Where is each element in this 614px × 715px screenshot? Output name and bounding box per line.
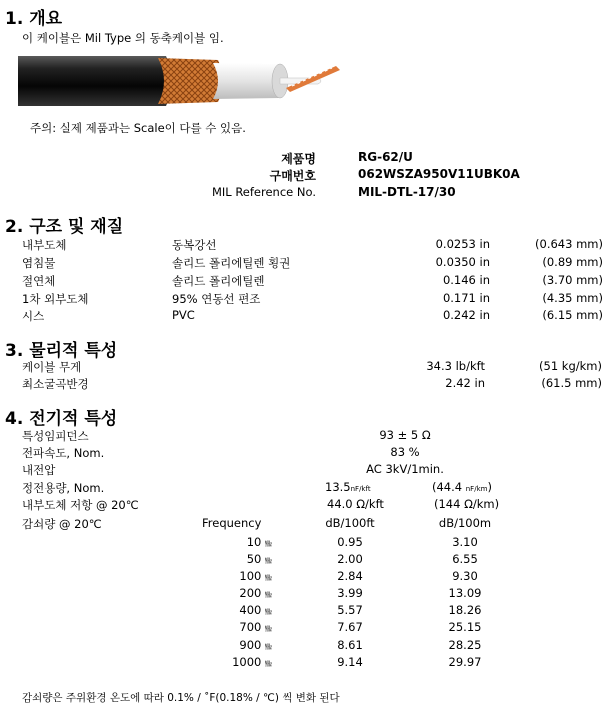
structure-name: 1차 외부도체 xyxy=(22,292,89,306)
section-3-title: 3. 물리적 특성 xyxy=(5,341,118,361)
attenuation-m: 25.15 xyxy=(448,620,482,634)
capacitance-imperial: 13.5nF/kft xyxy=(325,480,371,494)
section-1-title: 1. 개요 xyxy=(5,9,63,29)
structure-material: 솔리드 폴리에틸렌 횡권 xyxy=(172,256,291,270)
resistance-label: 내부도체 저항 @ 20℃ xyxy=(22,498,139,512)
structure-name: 시스 xyxy=(22,309,45,323)
physical-value-metric: (61.5 mm) xyxy=(541,376,602,390)
attenuation-m: 28.25 xyxy=(448,638,482,652)
velocity-value: 83 % xyxy=(390,445,420,459)
structure-inch: 0.0253 in xyxy=(435,237,490,251)
structure-mm: (0.643 mm) xyxy=(535,237,603,251)
attenuation-ft: 5.57 xyxy=(337,603,363,617)
attenuation-frequency: 1000 ㎒ xyxy=(232,655,272,669)
structure-mm: (0.89 mm) xyxy=(542,255,603,269)
capacitance-label: 정전용량, Nom. xyxy=(22,481,105,495)
product-label-2: MIL Reference No. xyxy=(211,185,316,199)
attenuation-ft: 0.95 xyxy=(337,535,363,549)
structure-inch: 0.146 in xyxy=(442,273,490,287)
impedance-value: 93 ± 5 Ω xyxy=(379,428,431,442)
product-value-0: RG-62/U xyxy=(358,150,413,164)
attenuation-frequency: 400 ㎒ xyxy=(239,603,272,617)
attenuation-header-frequency: Frequency xyxy=(202,516,262,530)
structure-name: 내부도체 xyxy=(22,238,67,252)
physical-name: 최소굴곡반경 xyxy=(22,377,89,391)
structure-material: 95% 연동선 편조 xyxy=(172,292,261,306)
physical-value-metric: (51 kg/km) xyxy=(539,359,602,373)
structure-mm: (6.15 mm) xyxy=(542,308,603,322)
section-2-title: 2. 구조 및 재질 xyxy=(5,217,124,237)
product-label-1: 구매번호 xyxy=(269,169,316,183)
structure-inch: 0.171 in xyxy=(442,291,490,305)
attenuation-ft: 2.00 xyxy=(337,552,363,566)
structure-inch: 0.242 in xyxy=(442,308,490,322)
attenuation-header-ft: dB/100ft xyxy=(325,516,375,530)
structure-mm: (4.35 mm) xyxy=(542,291,603,305)
attenuation-ft: 9.14 xyxy=(337,655,363,669)
cable-jacket xyxy=(18,56,172,106)
attenuation-m: 18.26 xyxy=(448,603,482,617)
attenuation-m: 29.97 xyxy=(448,655,482,669)
structure-mm: (3.70 mm) xyxy=(542,273,603,287)
resistance-imperial: 44.0 Ω/kft xyxy=(327,497,384,511)
attenuation-ft: 3.99 xyxy=(337,586,363,600)
scale-note: 주의: 실제 제품과는 Scale이 다를 수 있음. xyxy=(30,121,246,135)
attenuation-header-m: dB/100m xyxy=(438,516,492,530)
attenuation-ft: 7.67 xyxy=(337,620,363,634)
attenuation-m: 3.10 xyxy=(452,535,478,549)
attenuation-m: 6.55 xyxy=(452,552,478,566)
attenuation-ft: 8.61 xyxy=(337,638,363,652)
structure-name: 절연체 xyxy=(22,274,56,288)
attenuation-frequency: 50 ㎒ xyxy=(246,552,272,566)
attenuation-ft: 2.84 xyxy=(337,569,363,583)
attenuation-m: 9.30 xyxy=(452,569,478,583)
attenuation-footnote: 감쇠량은 주위환경 온도에 따라 0.1% / ˚F(0.18% / ℃) 씩 변화 된다 xyxy=(22,692,340,704)
product-value-1: 062WSZA950V11UBK0A xyxy=(358,167,520,181)
structure-name: 염침물 xyxy=(22,256,56,270)
product-value-2: MIL-DTL-17/30 xyxy=(358,185,456,199)
attenuation-frequency: 200 ㎒ xyxy=(239,586,272,600)
velocity-label: 전파속도, Nom. xyxy=(22,446,105,460)
overview-description: 이 케이블은 Mil Type 의 동축케이블 임. xyxy=(22,31,224,45)
physical-value-imperial: 2.42 in xyxy=(445,376,485,390)
voltage-label: 내전압 xyxy=(22,463,56,477)
attenuation-frequency: 900 ㎒ xyxy=(239,638,272,652)
structure-material: 동복강선 xyxy=(172,238,217,252)
attenuation-frequency: 100 ㎒ xyxy=(239,569,272,583)
structure-material: PVC xyxy=(172,308,195,322)
attenuation-frequency: 700 ㎒ xyxy=(239,620,272,634)
resistance-metric: (144 Ω/km) xyxy=(434,497,500,511)
attenuation-m: 13.09 xyxy=(448,586,482,600)
attenuation-label: 감쇠량 @ 20℃ xyxy=(22,517,102,531)
product-label-0: 제품명 xyxy=(281,152,316,166)
cable-braid xyxy=(158,58,223,104)
structure-inch: 0.0350 in xyxy=(435,255,490,269)
capacitance-metric: (44.4 nF/km) xyxy=(432,480,492,494)
physical-name: 케이블 무게 xyxy=(22,360,82,374)
impedance-label: 특성임피던스 xyxy=(22,429,89,443)
voltage-value: AC 3kV/1min. xyxy=(366,462,444,476)
attenuation-frequency: 10 ㎒ xyxy=(246,535,272,549)
physical-value-imperial: 34.3 lb/kft xyxy=(426,359,485,373)
structure-material: 솔리드 폴리에틸렌 xyxy=(172,274,265,288)
cable-illustration xyxy=(18,48,348,114)
section-4-title: 4. 전기적 특성 xyxy=(5,409,118,429)
